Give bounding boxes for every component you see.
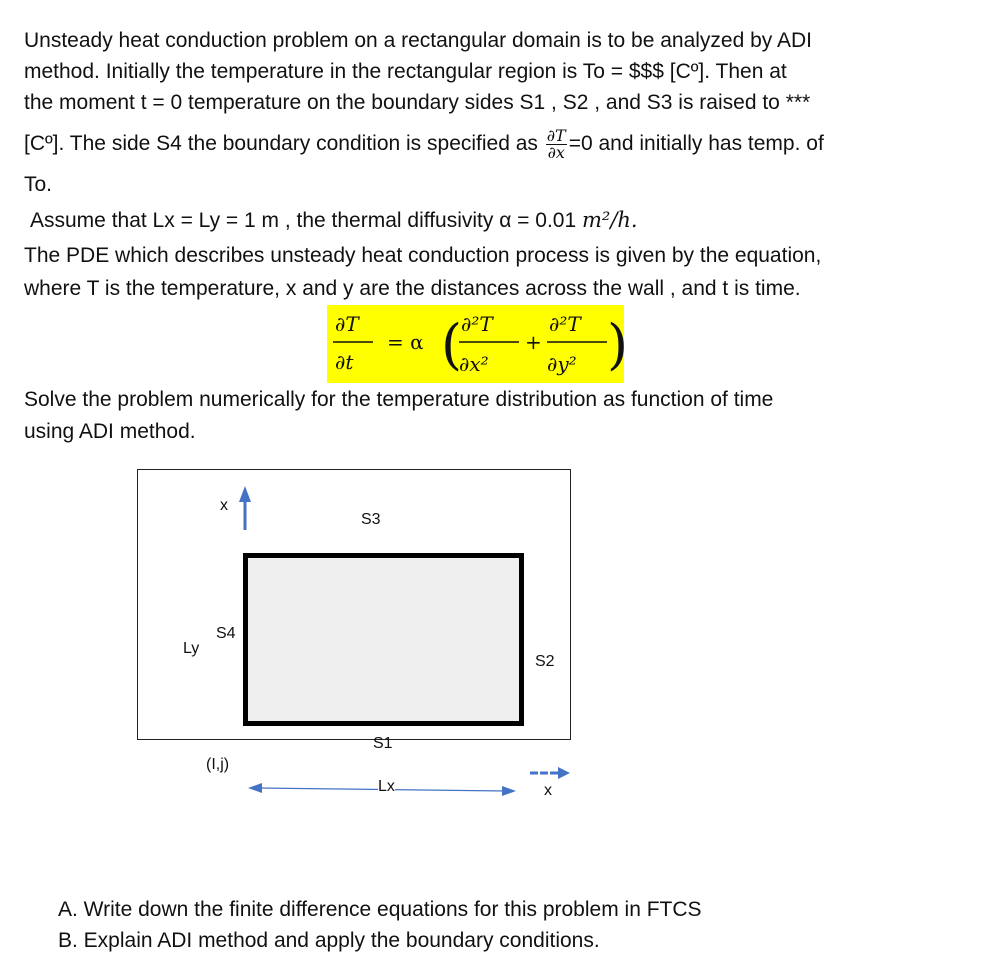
term1-denominator: ∂x² (459, 352, 489, 376)
text-line: where T is the temperature, x and y are the distances across the wall , and t is time. (24, 277, 801, 300)
svg-text:(: ( (441, 313, 463, 376)
up-arrow-icon (239, 486, 251, 502)
length-label-ly: Ly (183, 640, 200, 657)
svg-text:): ) (607, 313, 629, 376)
side-label-s3: S3 (361, 511, 381, 528)
text: Assume that Lx = Ly = 1 m , the thermal diffusivity α = 0.01 (30, 209, 582, 232)
question-b: B. Explain ADI method and apply the boundary conditions. (58, 929, 600, 952)
text-line: The PDE which describes unsteady heat conduction process is given by the equation, (24, 244, 822, 267)
text-line: using ADI method. (24, 420, 196, 443)
right-arrowhead-icon (502, 786, 516, 796)
equals-alpha: = α (387, 330, 424, 354)
term1-numerator: ∂²T (461, 312, 493, 336)
numerator: ∂T (546, 126, 566, 145)
side-label-s2: S2 (535, 653, 555, 670)
text-line: the moment t = 0 temperature on the boundary sides S1 , S2 , and S3 is raised to *** (24, 91, 811, 114)
lhs-numerator: ∂T (335, 312, 359, 336)
text: =0 and initially has temp. of (568, 132, 824, 156)
plus: + (525, 330, 542, 354)
term2-numerator: ∂²T (549, 312, 581, 336)
text-line: Solve the problem numerically for the temperature distribution as function of time (24, 388, 774, 411)
side-label-s4: S4 (216, 625, 236, 642)
denominator: ∂x (547, 143, 565, 162)
node-label-ij: (I,j) (206, 756, 230, 773)
left-arrowhead-icon (248, 783, 262, 793)
term2-denominator: ∂y² (547, 352, 577, 376)
text: [Cº]. The side S4 the boundary condition is specified as (24, 132, 538, 156)
text-line: Unsteady heat conduction problem on a rectangular domain is to be analyzed by ADI (24, 29, 812, 52)
side-label-s1: S1 (373, 735, 393, 752)
text-line: method. Initially the temperature in the rectangular region is To = $$$ [Cº]. Then at (24, 60, 787, 83)
units: m²/h. (582, 208, 638, 232)
text-line: To. (24, 173, 53, 196)
lhs-denominator: ∂t (335, 350, 354, 374)
right-arrow-icon (558, 767, 570, 779)
axis-label-x-right: x (544, 782, 552, 799)
length-label-lx: Lx (378, 778, 395, 795)
question-a: A. Write down the finite difference equations for this problem in FTCS (58, 898, 702, 921)
axis-label-x-top: x (220, 497, 228, 514)
